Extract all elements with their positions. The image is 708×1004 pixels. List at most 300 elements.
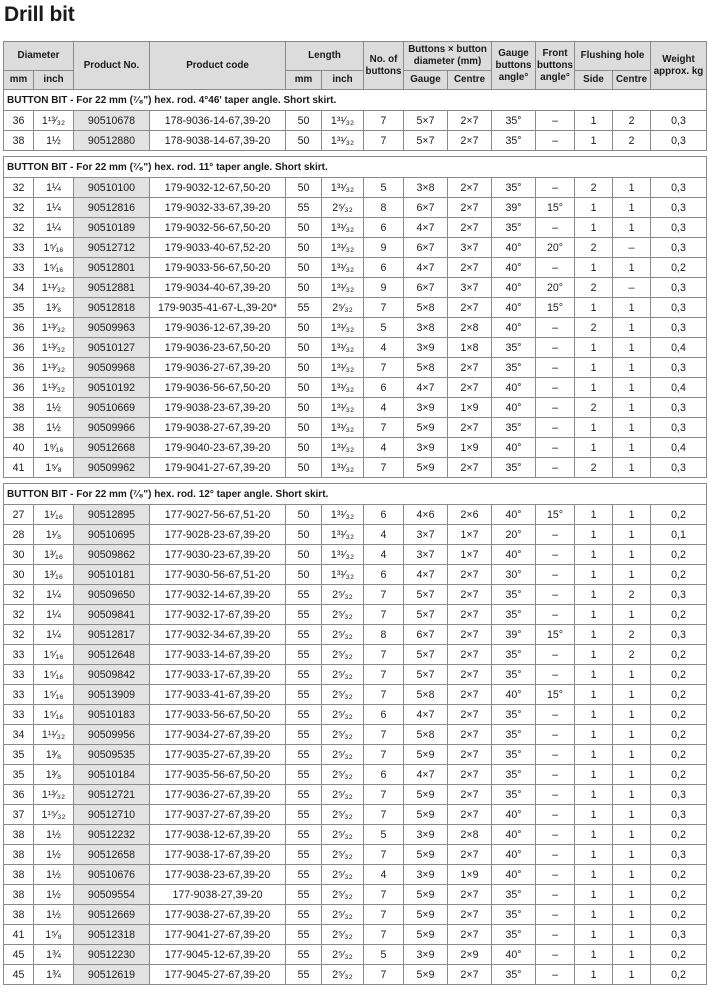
cell-weight: 0,4	[651, 338, 707, 358]
cell-diameter-mm: 32	[4, 585, 34, 605]
cell-product-code: 177-9045-27-67,39-20	[150, 965, 286, 985]
cell-flushing-centre: 1	[613, 805, 651, 825]
cell-length-mm: 50	[286, 278, 322, 298]
cell-diameter-inch: 1¹³⁄₃₂	[34, 338, 74, 358]
cell-gauge-buttons: 5×8	[404, 358, 448, 378]
cell-centre-buttons: 2×7	[448, 258, 492, 278]
cell-gauge-angle: 40°	[492, 845, 536, 865]
cell-gauge-angle: 35°	[492, 585, 536, 605]
cell-product-code: 179-9038-27-67,39-20	[150, 418, 286, 438]
cell-no-of-buttons: 7	[364, 925, 404, 945]
cell-front-angle: –	[536, 358, 575, 378]
cell-flushing-side: 1	[575, 745, 613, 765]
cell-no-of-buttons: 7	[364, 805, 404, 825]
cell-flushing-centre: 2	[613, 131, 651, 151]
cell-diameter-inch: 1³⁄₈	[34, 745, 74, 765]
cell-length-inch: 1³¹⁄₃₂	[322, 458, 364, 478]
cell-length-inch: 2⁵⁄₃₂	[322, 298, 364, 318]
cell-length-inch: 1³¹⁄₃₂	[322, 378, 364, 398]
cell-gauge-angle: 40°	[492, 685, 536, 705]
cell-no-of-buttons: 5	[364, 825, 404, 845]
table-row	[4, 845, 707, 865]
cell-diameter-inch: 1¹³⁄₃₂	[34, 318, 74, 338]
cell-front-angle: 15°	[536, 198, 575, 218]
table-row	[4, 645, 707, 665]
cell-diameter-mm: 36	[4, 378, 34, 398]
cell-centre-buttons: 1×9	[448, 438, 492, 458]
cell-no-of-buttons: 7	[364, 131, 404, 151]
cell-flushing-centre: 1	[613, 458, 651, 478]
cell-weight: 0,3	[651, 131, 707, 151]
cell-centre-buttons: 2×7	[448, 458, 492, 478]
cell-gauge-buttons: 4×7	[404, 705, 448, 725]
cell-product-no: 90512880	[74, 131, 150, 151]
cell-centre-buttons: 2×6	[448, 505, 492, 525]
cell-front-angle: –	[536, 885, 575, 905]
cell-length-mm: 50	[286, 378, 322, 398]
cell-no-of-buttons: 7	[364, 298, 404, 318]
cell-diameter-mm: 28	[4, 525, 34, 545]
cell-gauge-angle: 35°	[492, 338, 536, 358]
cell-weight: 0,2	[651, 545, 707, 565]
table-row	[4, 131, 707, 151]
cell-centre-buttons: 2×7	[448, 785, 492, 805]
cell-length-inch: 1³¹⁄₃₂	[322, 545, 364, 565]
cell-no-of-buttons: 4	[364, 865, 404, 885]
cell-diameter-inch: 1½	[34, 131, 74, 151]
cell-diameter-mm: 33	[4, 238, 34, 258]
cell-flushing-side: 1	[575, 725, 613, 745]
cell-front-angle: –	[536, 131, 575, 151]
cell-front-angle: –	[536, 565, 575, 585]
cell-product-code: 177-9038-23-67,39-20	[150, 865, 286, 885]
cell-front-angle: –	[536, 545, 575, 565]
cell-length-mm: 55	[286, 625, 322, 645]
cell-weight: 0,3	[651, 398, 707, 418]
cell-product-code: 177-9030-23-67,39-20	[150, 545, 286, 565]
cell-product-code: 179-9032-33-67,39-20	[150, 198, 286, 218]
section-header-row	[4, 484, 707, 505]
cell-weight: 0,3	[651, 358, 707, 378]
cell-product-no: 90510669	[74, 398, 150, 418]
cell-gauge-buttons: 6×7	[404, 278, 448, 298]
cell-no-of-buttons: 7	[364, 785, 404, 805]
cell-flushing-side: 2	[575, 238, 613, 258]
header-gauge-buttons-angle: Gauge buttons angle°	[492, 42, 536, 90]
cell-no-of-buttons: 6	[364, 218, 404, 238]
cell-diameter-mm: 38	[4, 905, 34, 925]
cell-flushing-centre: 1	[613, 398, 651, 418]
cell-length-mm: 55	[286, 198, 322, 218]
cell-flushing-side: 2	[575, 178, 613, 198]
cell-diameter-mm: 34	[4, 278, 34, 298]
cell-diameter-inch: 1½	[34, 885, 74, 905]
cell-gauge-angle: 35°	[492, 458, 536, 478]
cell-gauge-buttons: 5×9	[404, 418, 448, 438]
cell-diameter-mm: 36	[4, 338, 34, 358]
cell-length-inch: 2⁵⁄₃₂	[322, 625, 364, 645]
cell-diameter-inch: 1³⁄₈	[34, 298, 74, 318]
cell-product-no: 90512230	[74, 945, 150, 965]
cell-front-angle: –	[536, 925, 575, 945]
header-diameter-inch: inch	[34, 71, 74, 90]
cell-product-code: 177-9035-27-67,39-20	[150, 745, 286, 765]
cell-diameter-mm: 38	[4, 398, 34, 418]
table-row	[4, 825, 707, 845]
cell-weight: 0,1	[651, 525, 707, 545]
cell-no-of-buttons: 7	[364, 458, 404, 478]
cell-front-angle: 15°	[536, 625, 575, 645]
cell-length-mm: 55	[286, 825, 322, 845]
cell-product-no: 90510127	[74, 338, 150, 358]
cell-flushing-side: 1	[575, 865, 613, 885]
cell-flushing-centre: 1	[613, 745, 651, 765]
cell-front-angle: 15°	[536, 298, 575, 318]
cell-no-of-buttons: 9	[364, 238, 404, 258]
cell-gauge-buttons: 5×9	[404, 845, 448, 865]
cell-front-angle: –	[536, 458, 575, 478]
cell-product-no: 90512318	[74, 925, 150, 945]
cell-centre-buttons: 3×7	[448, 278, 492, 298]
cell-length-inch: 2⁵⁄₃₂	[322, 765, 364, 785]
section-header-row	[4, 157, 707, 178]
cell-diameter-inch: 1¹¹⁄₃₂	[34, 725, 74, 745]
cell-product-no: 90509841	[74, 605, 150, 625]
cell-gauge-buttons: 5×9	[404, 745, 448, 765]
cell-weight: 0,2	[651, 685, 707, 705]
cell-flushing-side: 1	[575, 198, 613, 218]
cell-flushing-centre: 1	[613, 505, 651, 525]
table-row	[4, 238, 707, 258]
cell-centre-buttons: 2×7	[448, 925, 492, 945]
cell-length-mm: 50	[286, 418, 322, 438]
cell-flushing-side: 1	[575, 111, 613, 131]
cell-centre-buttons: 2×7	[448, 218, 492, 238]
cell-no-of-buttons: 4	[364, 525, 404, 545]
cell-diameter-inch: 1½	[34, 398, 74, 418]
cell-flushing-centre: 1	[613, 178, 651, 198]
cell-diameter-mm: 35	[4, 298, 34, 318]
header-length-mm: mm	[286, 71, 322, 90]
header-length-inch: inch	[322, 71, 364, 90]
cell-diameter-inch: 1¼	[34, 178, 74, 198]
cell-length-mm: 55	[286, 925, 322, 945]
cell-product-code: 179-9035-41-67-L,39-20*	[150, 298, 286, 318]
cell-centre-buttons: 2×7	[448, 131, 492, 151]
cell-length-inch: 1³¹⁄₃₂	[322, 238, 364, 258]
table-row	[4, 585, 707, 605]
cell-front-angle: –	[536, 825, 575, 845]
cell-no-of-buttons: 8	[364, 625, 404, 645]
cell-gauge-angle: 35°	[492, 358, 536, 378]
table-row	[4, 705, 707, 725]
cell-diameter-mm: 32	[4, 625, 34, 645]
cell-flushing-side: 1	[575, 505, 613, 525]
header-length: Length	[286, 42, 364, 71]
cell-flushing-side: 2	[575, 318, 613, 338]
cell-length-inch: 1³¹⁄₃₂	[322, 338, 364, 358]
cell-no-of-buttons: 6	[364, 378, 404, 398]
cell-diameter-mm: 34	[4, 725, 34, 745]
cell-front-angle: –	[536, 398, 575, 418]
cell-gauge-angle: 40°	[492, 318, 536, 338]
cell-centre-buttons: 1×7	[448, 545, 492, 565]
cell-diameter-inch: 1⁵⁄₁₆	[34, 238, 74, 258]
cell-length-mm: 50	[286, 258, 322, 278]
header-front-buttons-angle: Front buttons angle°	[536, 42, 575, 90]
cell-flushing-centre: 1	[613, 925, 651, 945]
cell-centre-buttons: 2×7	[448, 418, 492, 438]
cell-product-code: 177-9041-27-67,39-20	[150, 925, 286, 945]
cell-length-inch: 2⁵⁄₃₂	[322, 745, 364, 765]
cell-gauge-buttons: 3×8	[404, 178, 448, 198]
table-row	[4, 505, 707, 525]
cell-product-code: 179-9033-56-67,50-20	[150, 258, 286, 278]
cell-no-of-buttons: 7	[364, 665, 404, 685]
cell-flushing-side: 1	[575, 685, 613, 705]
cell-length-inch: 1³¹⁄₃₂	[322, 258, 364, 278]
cell-front-angle: –	[536, 318, 575, 338]
cell-weight: 0,2	[651, 505, 707, 525]
cell-length-inch: 2⁵⁄₃₂	[322, 885, 364, 905]
cell-gauge-buttons: 5×9	[404, 925, 448, 945]
cell-flushing-centre: 2	[613, 645, 651, 665]
cell-flushing-centre: 2	[613, 111, 651, 131]
cell-flushing-side: 1	[575, 525, 613, 545]
cell-centre-buttons: 2×7	[448, 605, 492, 625]
cell-diameter-mm: 38	[4, 825, 34, 845]
cell-gauge-buttons: 4×7	[404, 258, 448, 278]
cell-flushing-centre: 1	[613, 525, 651, 545]
table-row	[4, 905, 707, 925]
cell-weight: 0,2	[651, 258, 707, 278]
cell-centre-buttons: 2×7	[448, 625, 492, 645]
cell-product-code: 179-9041-27-67,39-20	[150, 458, 286, 478]
cell-gauge-buttons: 6×7	[404, 238, 448, 258]
cell-flushing-side: 1	[575, 765, 613, 785]
cell-flushing-centre: 2	[613, 585, 651, 605]
cell-flushing-centre: 1	[613, 258, 651, 278]
cell-gauge-angle: 35°	[492, 645, 536, 665]
table-row	[4, 945, 707, 965]
cell-no-of-buttons: 7	[364, 111, 404, 131]
cell-gauge-angle: 35°	[492, 218, 536, 238]
cell-product-no: 90512658	[74, 845, 150, 865]
cell-gauge-angle: 35°	[492, 745, 536, 765]
cell-flushing-side: 1	[575, 298, 613, 318]
cell-flushing-centre: 1	[613, 218, 651, 238]
cell-weight: 0,3	[651, 218, 707, 238]
table-row	[4, 965, 707, 985]
cell-weight: 0,3	[651, 585, 707, 605]
cell-diameter-inch: 1½	[34, 825, 74, 845]
cell-diameter-mm: 35	[4, 745, 34, 765]
cell-length-inch: 1³¹⁄₃₂	[322, 358, 364, 378]
cell-centre-buttons: 2×7	[448, 298, 492, 318]
table-row	[4, 925, 707, 945]
cell-diameter-inch: 1³⁄₁₆	[34, 545, 74, 565]
cell-front-angle: –	[536, 378, 575, 398]
cell-weight: 0,2	[651, 885, 707, 905]
cell-centre-buttons: 2×7	[448, 905, 492, 925]
cell-diameter-mm: 30	[4, 545, 34, 565]
cell-front-angle: –	[536, 525, 575, 545]
cell-flushing-centre: 1	[613, 298, 651, 318]
cell-flushing-centre: 1	[613, 785, 651, 805]
cell-front-angle: –	[536, 745, 575, 765]
cell-gauge-buttons: 5×9	[404, 905, 448, 925]
cell-gauge-buttons: 5×8	[404, 298, 448, 318]
cell-no-of-buttons: 7	[364, 965, 404, 985]
table-row	[4, 278, 707, 298]
cell-product-code: 177-9028-23-67,39-20	[150, 525, 286, 545]
cell-product-code: 177-9038-12-67,39-20	[150, 825, 286, 845]
cell-flushing-side: 2	[575, 458, 613, 478]
cell-flushing-side: 1	[575, 965, 613, 985]
cell-no-of-buttons: 7	[364, 845, 404, 865]
header-product-code: Product code	[150, 42, 286, 90]
cell-gauge-buttons: 3×9	[404, 945, 448, 965]
cell-weight: 0,3	[651, 198, 707, 218]
table-row	[4, 378, 707, 398]
cell-flushing-centre: 1	[613, 705, 651, 725]
cell-product-code: 177-9027-56-67,51-20	[150, 505, 286, 525]
cell-diameter-mm: 36	[4, 358, 34, 378]
cell-flushing-centre: 1	[613, 725, 651, 745]
section-title: BUTTON BIT - For 22 mm (⁷⁄₈") hex. rod. 11° taper angle. Short skirt.	[4, 157, 707, 178]
cell-centre-buttons: 2×8	[448, 825, 492, 845]
cell-product-no: 90509842	[74, 665, 150, 685]
cell-product-code: 179-9036-27-67,39-20	[150, 358, 286, 378]
header-flushing-centre: Centre	[613, 71, 651, 90]
cell-flushing-centre: 1	[613, 318, 651, 338]
cell-flushing-centre: 1	[613, 905, 651, 925]
cell-gauge-angle: 35°	[492, 418, 536, 438]
cell-diameter-mm: 32	[4, 605, 34, 625]
cell-product-no: 90509966	[74, 418, 150, 438]
cell-flushing-side: 1	[575, 438, 613, 458]
cell-diameter-mm: 41	[4, 458, 34, 478]
cell-centre-buttons: 2×7	[448, 378, 492, 398]
header-diameter-mm: mm	[4, 71, 34, 90]
cell-product-no: 90512817	[74, 625, 150, 645]
cell-length-inch: 2⁵⁄₃₂	[322, 965, 364, 985]
cell-length-inch: 2⁵⁄₃₂	[322, 845, 364, 865]
cell-product-no: 90510181	[74, 565, 150, 585]
section-header-row	[4, 90, 707, 111]
cell-gauge-buttons: 4×6	[404, 505, 448, 525]
cell-product-no: 90512818	[74, 298, 150, 318]
cell-product-code: 179-9036-12-67,39-20	[150, 318, 286, 338]
cell-product-no: 90512232	[74, 825, 150, 845]
cell-diameter-inch: 1⁵⁄₁₆	[34, 685, 74, 705]
cell-product-no: 90510189	[74, 218, 150, 238]
cell-flushing-side: 2	[575, 398, 613, 418]
cell-flushing-side: 1	[575, 645, 613, 665]
cell-centre-buttons: 2×7	[448, 745, 492, 765]
cell-diameter-inch: 1¹³⁄₃₂	[34, 785, 74, 805]
cell-product-code: 177-9033-56-67,50-20	[150, 705, 286, 725]
cell-gauge-angle: 35°	[492, 885, 536, 905]
cell-front-angle: –	[536, 765, 575, 785]
cell-front-angle: –	[536, 785, 575, 805]
cell-length-inch: 2⁵⁄₃₂	[322, 925, 364, 945]
cell-length-inch: 2⁵⁄₃₂	[322, 198, 364, 218]
cell-gauge-buttons: 4×7	[404, 565, 448, 585]
cell-flushing-centre: 1	[613, 605, 651, 625]
table-row	[4, 198, 707, 218]
cell-no-of-buttons: 7	[364, 745, 404, 765]
cell-flushing-side: 1	[575, 885, 613, 905]
cell-diameter-inch: 1¹³⁄₃₂	[34, 111, 74, 131]
cell-weight: 0,3	[651, 418, 707, 438]
page-title: Drill bit	[4, 3, 75, 26]
cell-diameter-inch: 1¾	[34, 965, 74, 985]
cell-gauge-buttons: 5×9	[404, 785, 448, 805]
cell-diameter-inch: 1³⁄₈	[34, 765, 74, 785]
cell-product-code: 177-9032-17-67,39-20	[150, 605, 286, 625]
cell-length-inch: 2⁵⁄₃₂	[322, 785, 364, 805]
cell-product-no: 90509968	[74, 358, 150, 378]
cell-flushing-centre: 1	[613, 338, 651, 358]
cell-no-of-buttons: 7	[364, 418, 404, 438]
cell-flushing-centre: 1	[613, 198, 651, 218]
cell-front-angle: –	[536, 945, 575, 965]
cell-gauge-angle: 39°	[492, 625, 536, 645]
cell-diameter-mm: 33	[4, 258, 34, 278]
cell-length-mm: 55	[286, 805, 322, 825]
cell-flushing-side: 1	[575, 825, 613, 845]
cell-diameter-mm: 41	[4, 925, 34, 945]
header-diameter: Diameter	[4, 42, 74, 71]
cell-product-code: 177-9034-27-67,39-20	[150, 725, 286, 745]
cell-no-of-buttons: 4	[364, 438, 404, 458]
cell-front-angle: –	[536, 725, 575, 745]
cell-length-inch: 2⁵⁄₃₂	[322, 725, 364, 745]
cell-gauge-angle: 35°	[492, 665, 536, 685]
cell-gauge-angle: 35°	[492, 131, 536, 151]
table-row	[4, 725, 707, 745]
cell-weight: 0,3	[651, 785, 707, 805]
cell-length-inch: 2⁵⁄₃₂	[322, 805, 364, 825]
cell-product-no: 90513909	[74, 685, 150, 705]
table-row	[4, 458, 707, 478]
table-row	[4, 418, 707, 438]
cell-gauge-buttons: 3×9	[404, 865, 448, 885]
cell-length-mm: 50	[286, 545, 322, 565]
cell-product-no: 90512648	[74, 645, 150, 665]
cell-product-code: 177-9036-27-67,39-20	[150, 785, 286, 805]
cell-diameter-inch: 1⁹⁄₁₆	[34, 438, 74, 458]
cell-flushing-side: 1	[575, 378, 613, 398]
cell-centre-buttons: 2×9	[448, 945, 492, 965]
cell-gauge-angle: 40°	[492, 945, 536, 965]
cell-diameter-mm: 38	[4, 845, 34, 865]
cell-flushing-side: 1	[575, 258, 613, 278]
cell-diameter-mm: 32	[4, 218, 34, 238]
cell-length-mm: 50	[286, 438, 322, 458]
cell-front-angle: –	[536, 845, 575, 865]
cell-flushing-centre: 1	[613, 885, 651, 905]
cell-product-code: 177-9033-14-67,39-20	[150, 645, 286, 665]
cell-diameter-mm: 38	[4, 885, 34, 905]
cell-weight: 0,3	[651, 458, 707, 478]
cell-front-angle: 15°	[536, 685, 575, 705]
table-row	[4, 685, 707, 705]
cell-length-mm: 50	[286, 318, 322, 338]
cell-front-angle: –	[536, 705, 575, 725]
cell-weight: 0,3	[651, 625, 707, 645]
